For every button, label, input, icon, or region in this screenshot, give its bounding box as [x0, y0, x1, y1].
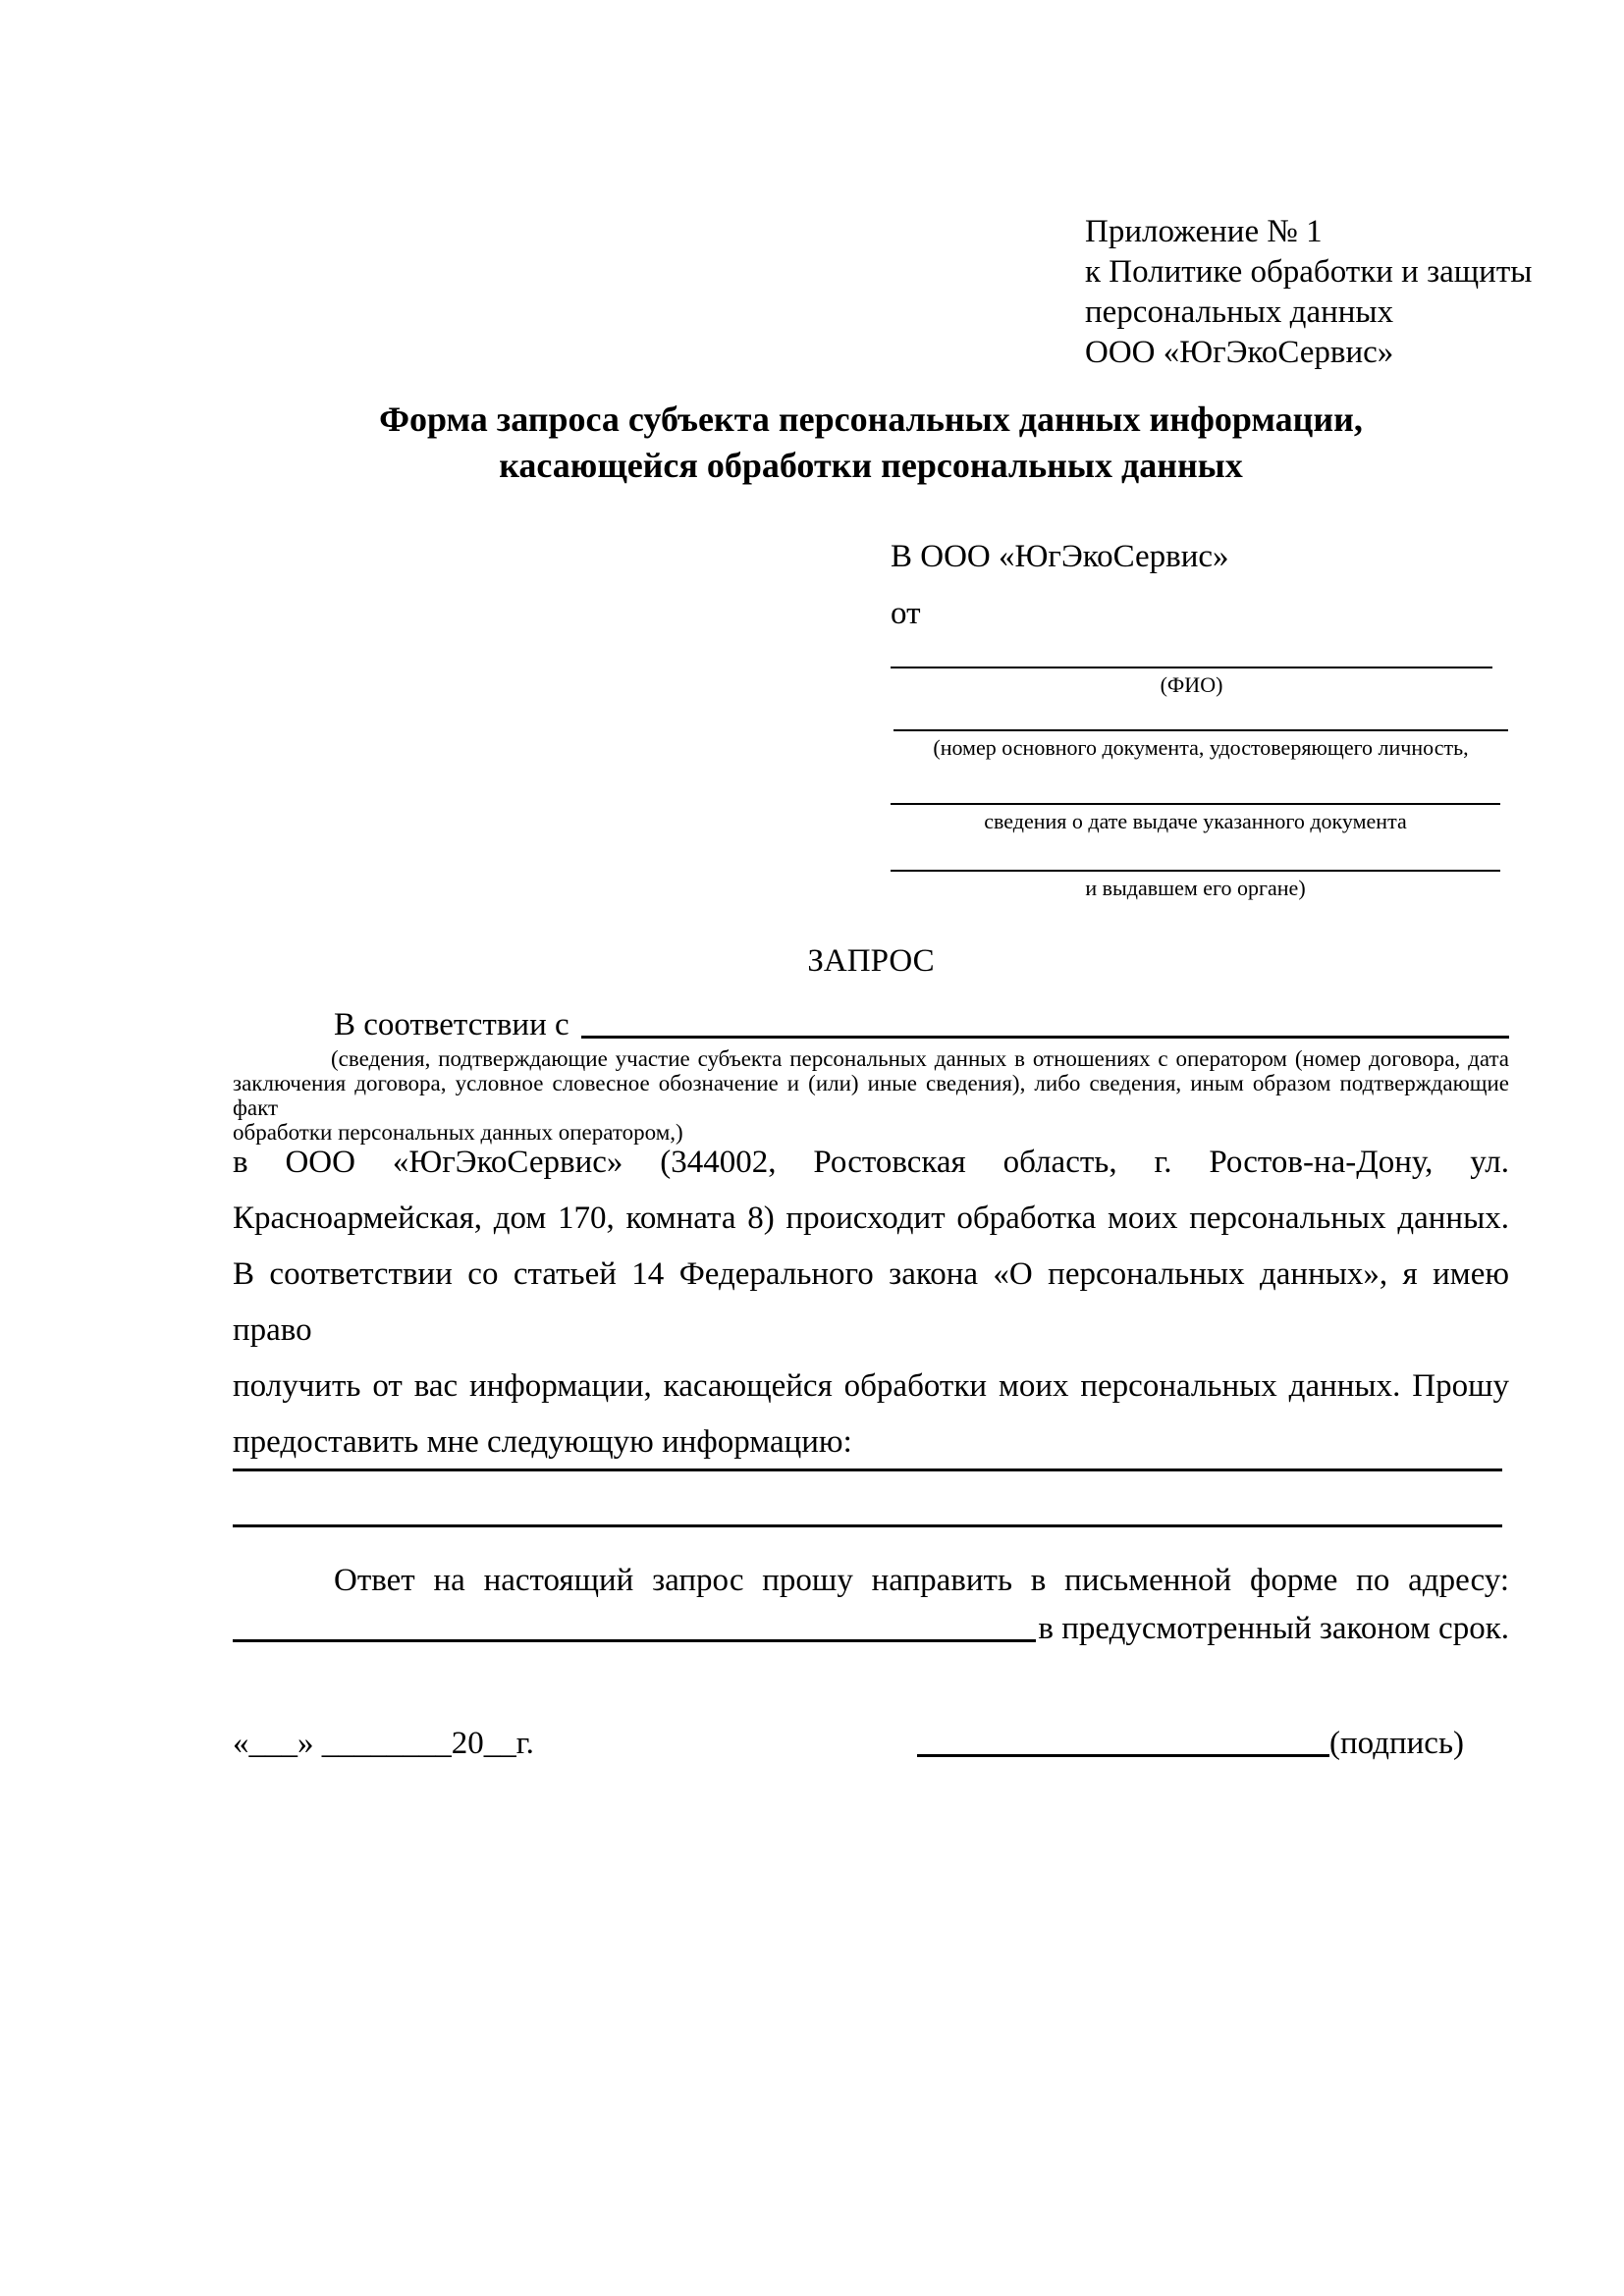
answer-paragraph-line: Ответ на настоящий запрос прошу направить в письменной форме по адресу:: [334, 1563, 1509, 1598]
issuing-authority-blank-line[interactable]: [891, 870, 1500, 872]
addressee-organization: В ООО «ЮгЭкоСервис»: [891, 539, 1229, 574]
body-line-4: получить от вас информации, касающейся обработки моих персональных данных. Прошу: [233, 1368, 1509, 1404]
body-line-1: в ООО «ЮгЭкоСервис» (344002, Ростовская область, г. Ростов-на-Дону, ул.: [233, 1145, 1509, 1180]
appendix-block: [1085, 212, 1532, 373]
addressee-from-label: от: [891, 596, 921, 631]
fio-field-caption: (ФИО): [1160, 672, 1223, 697]
issue-date-blank-line[interactable]: [891, 803, 1500, 805]
information-blank-line-1[interactable]: [233, 1468, 1502, 1471]
signature-caption: (подпись): [1329, 1726, 1464, 1761]
information-blank-line-2[interactable]: [233, 1524, 1502, 1527]
date-field[interactable]: «___» ________20__г.: [233, 1726, 534, 1761]
accordance-caption-line-2: заключения договора, условное словесное обозначение и (или) иные сведения), либо сведения, иным образом подтверждающие факт: [233, 1071, 1509, 1120]
body-line-2: Красноармейская, дом 170, комната 8) происходит обработка моих персональных данных.: [233, 1201, 1509, 1236]
accordance-caption-line-3: обработки персональных данных оператором,): [233, 1120, 683, 1145]
document-title-line-1: Форма запроса субъекта персональных данных информации,: [379, 400, 1363, 439]
answer-address-row: [233, 1611, 1509, 1647]
issue-date-field-caption: сведения о дате выдаче указанного документа: [984, 809, 1407, 833]
appendix-line-1: Приложение № 1: [1085, 214, 1323, 249]
appendix-line-3: персональных данных: [1085, 294, 1394, 330]
answer-suffix-text: в предусмотренный законом срок.: [1038, 1611, 1509, 1646]
document-number-field-caption: (номер основного документа, удостоверяющего личность,: [933, 735, 1469, 760]
appendix-line-2: к Политике обработки и защиты: [1085, 254, 1533, 290]
accordance-caption-line-1: (сведения, подтверждающие участие субъекта персональных данных в отношениях с оператором (номер договора, дата: [331, 1046, 1509, 1071]
document-title: [233, 397, 1509, 489]
accordance-caption: [233, 1046, 1509, 1145]
body-paragraph: [233, 1135, 1509, 1470]
accordance-blank-line[interactable]: [581, 1036, 1509, 1039]
accordance-lead-text: В соответствии с: [334, 1007, 569, 1042]
document-title-line-2: касающейся обработки персональных данных: [499, 446, 1243, 485]
appendix-line-4: ООО «ЮгЭкоСервис»: [1085, 335, 1394, 370]
address-blank-line[interactable]: [233, 1639, 1036, 1642]
signature-blank-line[interactable]: [917, 1754, 1329, 1757]
accordance-row: [233, 1007, 1509, 1043]
issuing-authority-field-caption: и выдавшем его органе): [1085, 876, 1306, 900]
body-line-3: В соответствии со статьей 14 Федерального закона «О персональных данных», я имею право: [233, 1256, 1509, 1348]
signature-row: [917, 1726, 1464, 1762]
document-number-blank-line[interactable]: [893, 729, 1508, 731]
request-heading: ЗАПРОС: [807, 943, 935, 979]
fio-blank-line[interactable]: [891, 667, 1492, 668]
body-line-5: предоставить мне следующую информацию:: [233, 1424, 852, 1460]
